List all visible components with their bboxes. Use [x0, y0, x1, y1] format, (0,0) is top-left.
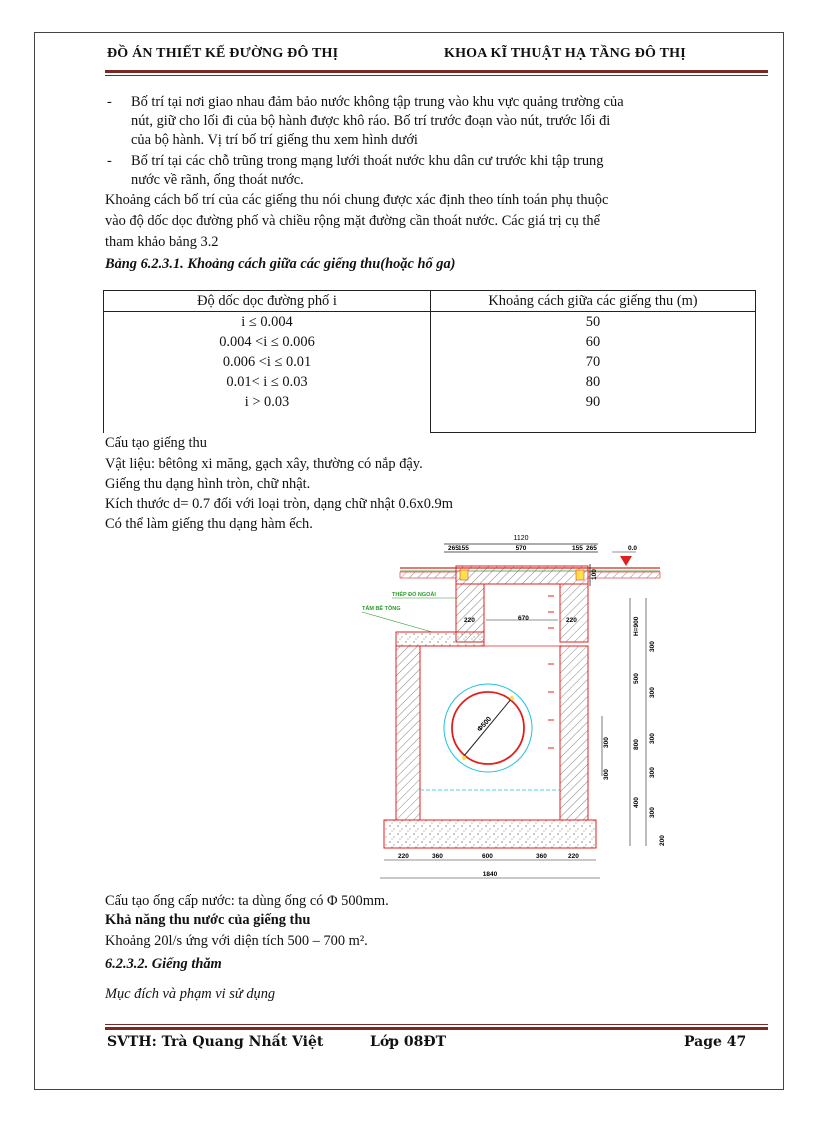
dim-bottom: 600	[482, 853, 493, 860]
dim-top: 155	[572, 545, 583, 552]
structure-line-2: Vật liệu: bêtông xi măng, gạch xây, thường có nắp đậy.	[105, 456, 423, 472]
table-cell: 50	[585, 314, 601, 330]
label-slab: TẤM BÊ TÔNG	[362, 606, 401, 612]
table-cell: 60	[585, 334, 601, 350]
dim-right: 300	[649, 687, 656, 698]
dim-bottom: 360	[536, 853, 547, 860]
footer-page: Page 47	[684, 1034, 747, 1050]
pipe-label: Φ500	[476, 715, 494, 734]
table-cell: 90	[585, 394, 601, 410]
bullet-dash: -	[107, 153, 112, 169]
bullet-1-line-3: của bộ hành. Vị trí bố trí giếng thu xem hình dưới	[131, 132, 418, 148]
footer-rule-thin	[105, 1024, 768, 1025]
table-cell: 70	[585, 354, 601, 370]
dim-top: 155	[458, 545, 469, 552]
table-cell: i > 0.03	[244, 394, 290, 410]
dim-right: 300	[649, 807, 656, 818]
dim-right: 300	[649, 733, 656, 744]
dim-bottom: 360	[432, 853, 443, 860]
dim-top: 570	[515, 545, 527, 552]
dim-top: 265	[586, 545, 597, 552]
dim-top-total: 1120	[513, 535, 529, 542]
level-label: 0.0	[628, 545, 638, 552]
header-rule	[105, 70, 768, 73]
bullet-1-line-2: nút, giữ cho lối đi của bộ hành được khô ráo. Bố trí trước đoạn vào nút, trước lối đi	[131, 113, 611, 129]
dim-right: 800	[633, 739, 640, 750]
structure-line-5: Có thể làm giếng thu dạng hàm ếch.	[105, 516, 313, 532]
paragraph-line-1: Khoảng cách bố trí của các giếng thu nói chung được xác định theo tính toán phụ thuộc	[105, 192, 609, 208]
bullet-dash: -	[107, 94, 112, 110]
paragraph-line-3: tham khảo bảng 3.2	[105, 234, 219, 250]
table-caption: Bảng 6.2.3.1. Khoảng cách giữa các giếng thu(hoặc hố ga)	[105, 256, 456, 272]
dim-right: 400	[633, 797, 640, 808]
section-heading: 6.2.3.2. Giếng thăm	[105, 956, 222, 972]
pipe-line: Cấu tạo ống cấp nước: ta dùng ống có Φ 500mm.	[105, 893, 389, 909]
table-header-slope: Độ dốc dọc đường phố i	[104, 291, 431, 312]
bullet-2-line-1: Bố trí tại các chỗ trũng trong mạng lưới thoát nước khu dân cư trước khi tập trung	[131, 153, 604, 169]
paragraph-line-2: vào độ dốc dọc đường phố và chiều rộng mặt đường cần thoát nước. Các giá trị cụ thể	[105, 213, 601, 229]
footer-author: SVTH: Trà Quang Nhất Việt	[107, 1034, 324, 1050]
spacing-table	[103, 290, 756, 433]
structure-line-4: Kích thước d= 0.7 đối với loại tròn, dạng chữ nhật 0.6x0.9m	[105, 496, 453, 512]
dim-step: 100	[591, 569, 598, 580]
dim-inner: 670	[518, 615, 529, 622]
dim-right: 300	[603, 769, 610, 780]
table-cell: 0.004 <i ≤ 0.006	[219, 334, 315, 350]
purpose-text: Mục đích và phạm vi sử dụng	[105, 986, 276, 1002]
dim-bottom: 220	[568, 853, 579, 860]
structure-line-1: Cấu tạo giếng thu	[105, 435, 207, 451]
dim-right: H=900	[633, 616, 640, 636]
capacity-heading: Khả năng thu nước của giếng thu	[105, 912, 311, 928]
dim-right: 300	[603, 737, 610, 748]
dim-bottom: 220	[398, 853, 409, 860]
dim-right: 300	[649, 767, 656, 778]
dim-right: 500	[633, 673, 640, 684]
footer-rule	[105, 1027, 768, 1030]
dim-inner: 220	[566, 617, 577, 624]
bullet-2-line-2: nước về rãnh, ống thoát nước.	[131, 172, 304, 188]
header-right: KHOA KĨ THUẬT HẠ TẦNG ĐÔ THỊ	[444, 46, 686, 61]
dim-bottom-total: 1840	[482, 871, 498, 878]
bullet-1-line-1: Bố trí tại nơi giao nhau đảm bảo nước không tập trung vào khu vực quảng trường của	[131, 94, 624, 110]
table-cell: i ≤ 0.004	[241, 314, 293, 330]
header-rule-thin	[105, 75, 768, 76]
table-cell: 80	[585, 374, 601, 390]
table-cell: 0.006 <i ≤ 0.01	[222, 354, 312, 370]
table-row	[104, 312, 756, 433]
capacity-text: Khoảng 20l/s ứng với diện tích 500 – 700 m².	[105, 933, 368, 949]
dim-top: 265	[448, 545, 459, 552]
footer-class: Lớp 08ĐT	[370, 1034, 446, 1050]
inlet-drawing	[340, 528, 666, 890]
dim-right: 300	[649, 641, 656, 652]
structure-line-3: Giếng thu dạng hình tròn, chữ nhật.	[105, 476, 311, 492]
dim-inner: 220	[464, 617, 475, 624]
table-cell: 0.01< i ≤ 0.03	[226, 374, 308, 390]
table-header-distance: Khoảng cách giữa các giếng thu (m)	[431, 291, 756, 312]
label-grate: THÉP ĐỔ NGOÀI	[392, 592, 436, 598]
header-left: ĐỒ ÁN THIẾT KẾ ĐƯỜNG ĐÔ THỊ	[107, 46, 339, 61]
dim-right: 200	[659, 835, 666, 846]
